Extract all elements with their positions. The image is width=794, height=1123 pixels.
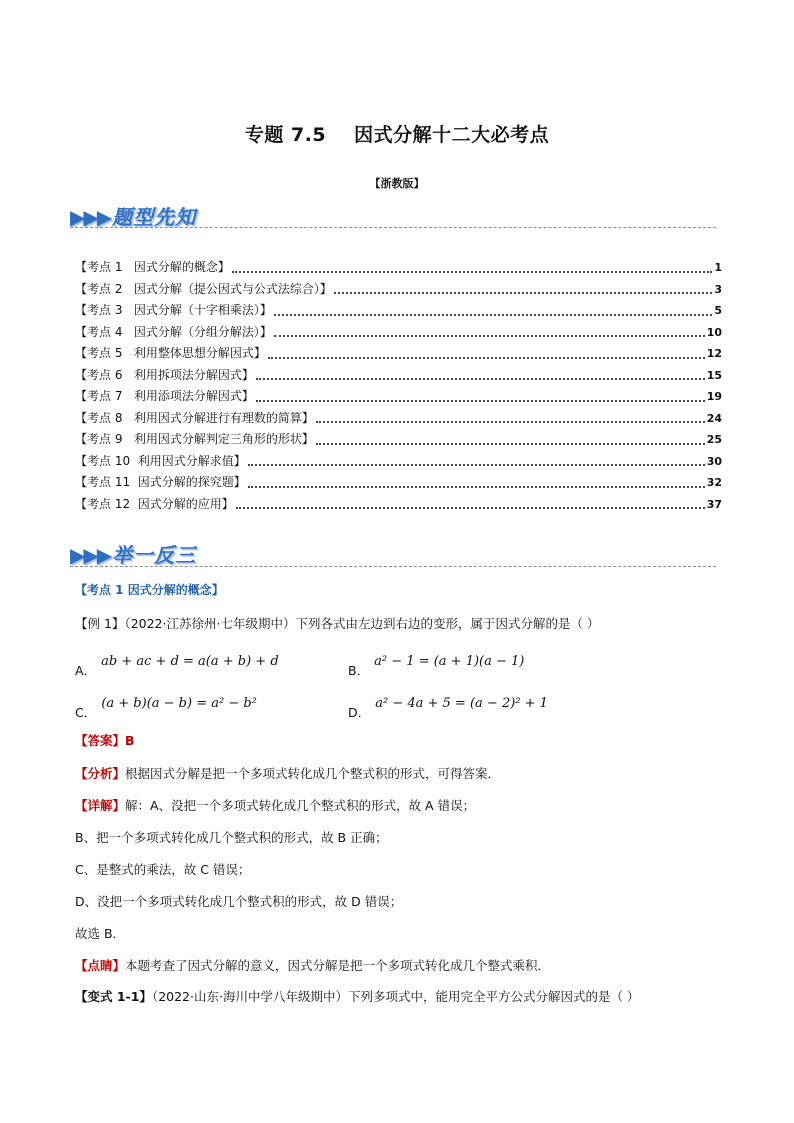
option-b-formula: a² − 1 = (a + 1)(a − 1) xyxy=(374,654,525,669)
toc-entry[interactable] xyxy=(75,472,722,494)
toc-entry-label: 【考点 7 利用添项法分解因式】 xyxy=(75,389,254,403)
answer-line xyxy=(75,731,135,749)
toc-entry-label: 【考点 10 利用因式分解求值】 xyxy=(75,453,246,468)
example-text: 下列各式由左边到右边的变形，属于因式分解的是（ ） xyxy=(295,616,600,631)
toc-entry-label: 【考点 2 因式分解（提公因式与公式法综合）】 xyxy=(75,281,332,296)
table-of-contents xyxy=(75,257,722,515)
toc-leader-dots xyxy=(248,486,705,488)
detail-line-3: C、是整式的乘法，故 C 错误； xyxy=(75,862,251,877)
toc-entry[interactable] xyxy=(75,279,722,301)
toc-leader-dots xyxy=(232,271,712,273)
banner-examples xyxy=(70,539,196,568)
toc-entry-page: 15 xyxy=(706,368,722,382)
toc-leader-dots xyxy=(248,464,705,466)
toc-leader-dots xyxy=(274,314,712,316)
banner-text: 举一反三 xyxy=(112,543,197,567)
toc-leader-dots xyxy=(256,378,705,380)
toc-leader-dots xyxy=(334,292,712,294)
section-heading: 【考点 1 因式分解的概念】 xyxy=(75,583,224,597)
page-title xyxy=(0,120,794,147)
option-b xyxy=(348,650,525,678)
toc-entry[interactable] xyxy=(75,365,722,387)
toc-entry-label: 【考点 4 因式分解（分组分解法）】 xyxy=(75,324,272,339)
analysis-line xyxy=(75,764,500,782)
detail-line-2: B、把一个多项式转化成几个整式积的形式，故 B 正确； xyxy=(75,830,388,845)
answer-tag: 【答案】 xyxy=(75,733,126,748)
toc-entry[interactable] xyxy=(75,343,722,365)
toc-entry[interactable] xyxy=(75,408,722,430)
detail-tag: 【详解】 xyxy=(75,798,126,813)
detail-line-5: 故选 B． xyxy=(75,926,126,941)
toc-leader-dots xyxy=(268,357,705,359)
option-d-letter: D． xyxy=(348,705,371,720)
divider xyxy=(70,227,716,228)
toc-leader-dots xyxy=(274,335,705,337)
variant-question xyxy=(75,987,639,1005)
detail-text: 解：A、没把一个多项式转化成几个整式积的形式，故 A 错误； xyxy=(125,798,476,813)
comment-line xyxy=(75,956,550,974)
toc-entry-label: 【考点 8 利用因式分解进行有理数的简算】 xyxy=(75,410,314,425)
toc-entry-page: 12 xyxy=(706,347,722,360)
example-tag: 【例 1】 xyxy=(75,616,125,631)
example-source: （2022·江苏徐州·七年级期中） xyxy=(124,616,296,631)
toc-entry-page: 25 xyxy=(706,433,722,446)
variant-tag: 【变式 1-1】 xyxy=(75,989,152,1004)
analysis-tag: 【分析】 xyxy=(75,766,126,781)
toc-entry-page: 5 xyxy=(714,304,722,317)
detail-line-4: D、没把一个多项式转化成几个整式积的形式，故 D 错误； xyxy=(75,894,403,909)
toc-entry-page: 3 xyxy=(714,282,722,296)
toc-entry-page: 37 xyxy=(706,497,722,511)
toc-entry[interactable] xyxy=(75,300,722,322)
toc-entry-label: 【考点 9 利用因式分解判定三角形的形状】 xyxy=(75,432,314,446)
edition-label: 【浙教版】 xyxy=(369,177,425,190)
toc-entry[interactable] xyxy=(75,429,722,451)
toc-entry-label: 【考点 6 利用拆项法分解因式】 xyxy=(75,367,254,382)
toc-entry-page: 32 xyxy=(706,476,722,489)
toc-entry[interactable] xyxy=(75,257,722,279)
option-a xyxy=(75,650,279,678)
toc-entry-label: 【考点 5 利用整体思想分解因式】 xyxy=(75,346,266,360)
option-c-letter: C． xyxy=(75,705,97,720)
divider xyxy=(70,566,716,567)
option-b-letter: B． xyxy=(348,663,370,678)
example-question xyxy=(75,614,599,632)
toc-entry-label: 【考点 3 因式分解（十字相乘法）】 xyxy=(75,303,272,317)
toc-entry[interactable] xyxy=(75,451,722,473)
banner-topic-preview xyxy=(70,201,196,230)
option-a-formula: ab + ac + d = a(a + b) + d xyxy=(101,654,279,669)
option-d xyxy=(348,692,548,720)
variant-source: （2022·山东·海川中学八年级期中） xyxy=(151,989,348,1004)
toc-entry-label: 【考点 11 因式分解的探究题】 xyxy=(75,475,246,489)
comment-tag: 【点睛】 xyxy=(75,958,126,973)
option-c-formula: (a + b)(a − b) = a² − b² xyxy=(101,696,257,711)
toc-leader-dots xyxy=(236,507,705,509)
title-main: 因式分解十二大必考点 xyxy=(354,124,550,146)
toc-entry-page: 24 xyxy=(706,411,722,425)
variant-text: 下列多项式中，能用完全平方公式分解因式的是（ ） xyxy=(347,989,640,1004)
toc-entry[interactable] xyxy=(75,386,722,408)
arrow-icon: ▶▶▶ xyxy=(70,205,111,229)
option-a-letter: A． xyxy=(75,663,97,678)
toc-leader-dots xyxy=(256,400,705,402)
option-c xyxy=(75,692,257,720)
toc-entry-page: 30 xyxy=(706,454,722,468)
toc-entry-page: 1 xyxy=(714,261,722,274)
option-d-formula: a² − 4a + 5 = (a − 2)² + 1 xyxy=(375,696,548,711)
toc-entry[interactable] xyxy=(75,322,722,344)
toc-leader-dots xyxy=(316,421,705,423)
analysis-text: 根据因式分解是把一个多项式转化成几个整式积的形式，可得答案． xyxy=(125,766,501,781)
banner-text: 题型先知 xyxy=(112,205,197,229)
arrow-icon: ▶▶▶ xyxy=(70,543,111,567)
answer-value: B xyxy=(125,733,135,748)
detail-line-1 xyxy=(75,796,475,814)
toc-entry-label: 【考点 1 因式分解的概念】 xyxy=(75,260,230,274)
title-prefix: 专题 7.5 xyxy=(244,124,327,146)
comment-text: 本题考查了因式分解的意义，因式分解是把一个多项式转化成几个整式乘积． xyxy=(125,958,551,973)
toc-entry-page: 19 xyxy=(706,390,722,403)
toc-entry-label: 【考点 12 因式分解的应用】 xyxy=(75,496,234,511)
toc-leader-dots xyxy=(316,443,705,445)
toc-entry[interactable] xyxy=(75,494,722,516)
toc-entry-page: 10 xyxy=(706,325,722,339)
